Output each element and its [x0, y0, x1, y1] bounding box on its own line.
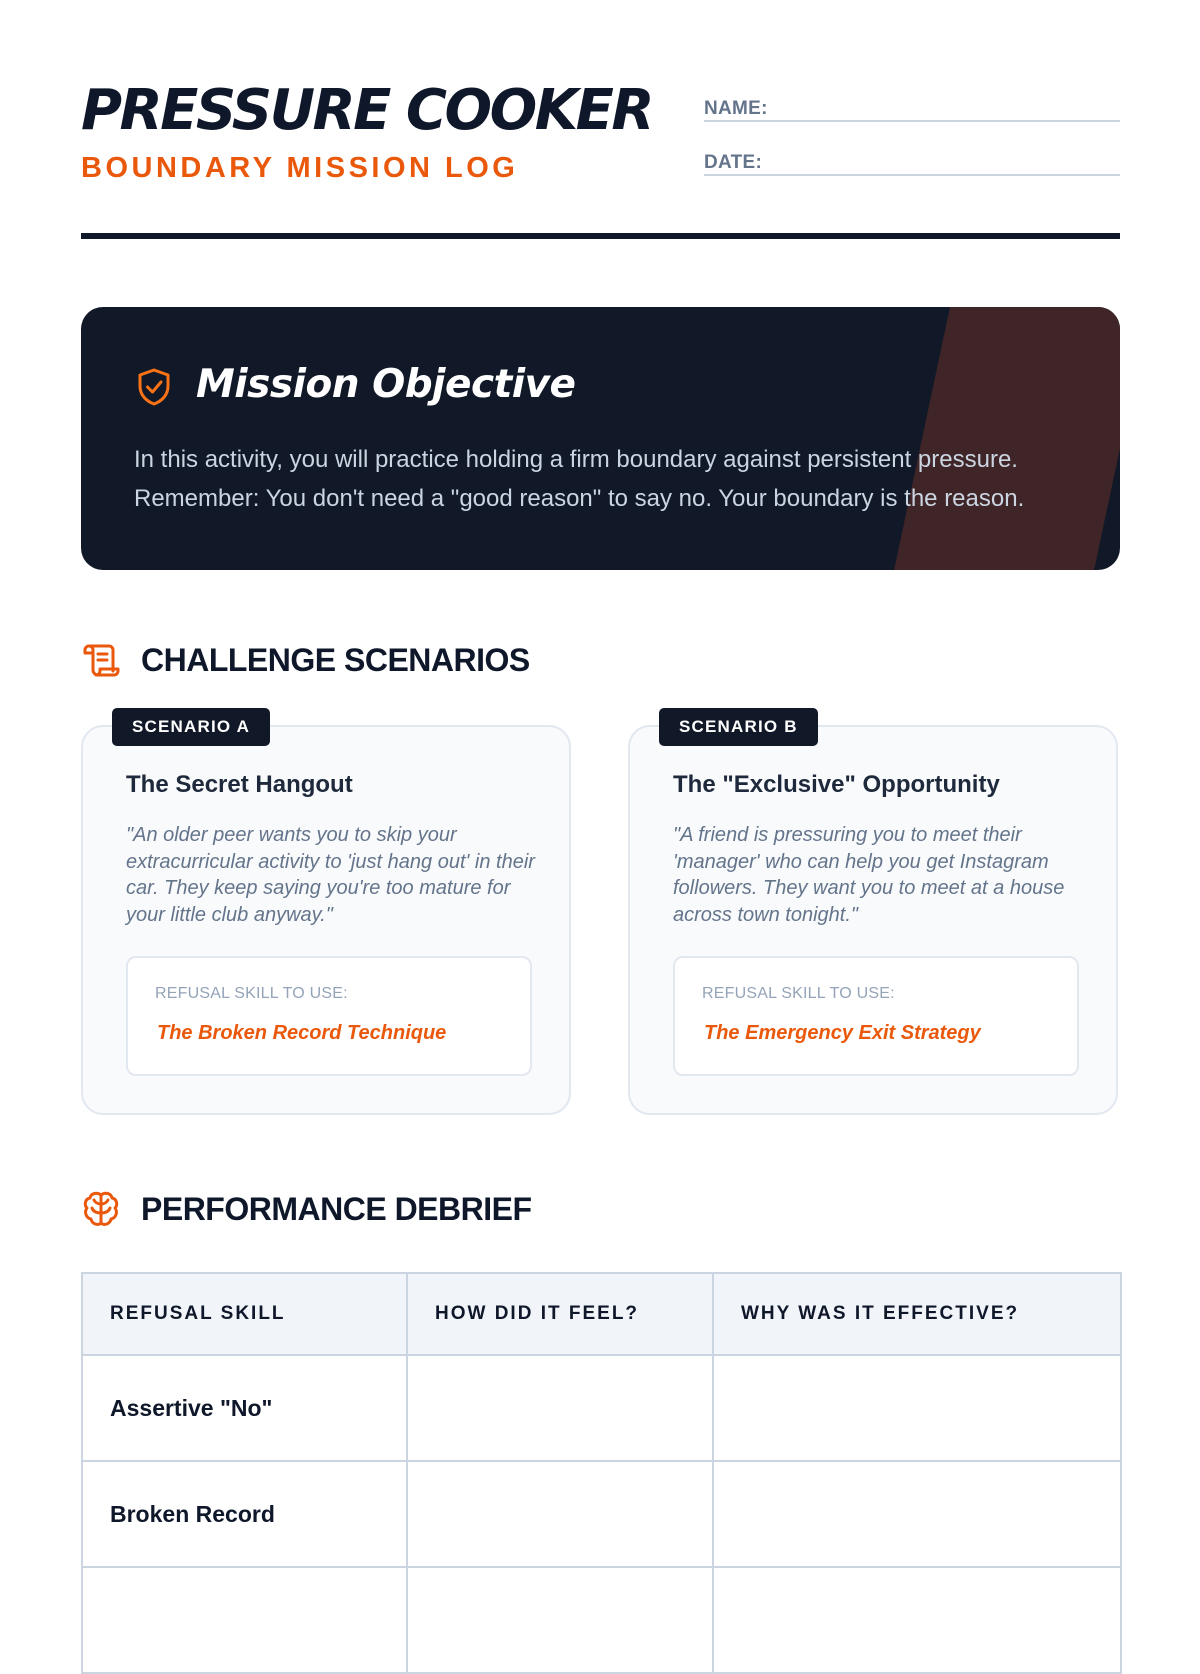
refusal-skill-box: [126, 956, 532, 1076]
table-row: [82, 1355, 1121, 1461]
scenario-quote: "An older peer wants you to skip your extracurricular activity to 'just hang out' in their car. They keep saying you're too mature for your little club anyway.": [126, 824, 535, 926]
scenario-tag: SCENARIO A: [112, 708, 270, 746]
how-did-it-feel-cell[interactable]: [407, 1461, 713, 1567]
scenario-card-b: [628, 717, 1118, 1115]
mission-objective-panel: [81, 307, 1120, 570]
page-title: PRESSURE COOKER: [81, 78, 653, 143]
worksheet-page: [81, 0, 1120, 1527]
why-effective-cell[interactable]: [713, 1355, 1121, 1461]
refusal-skill-box: [673, 956, 1079, 1076]
debrief-header-row: [82, 1273, 1121, 1355]
name-field-label: NAME:: [704, 98, 768, 119]
column-header: REFUSAL SKILL: [82, 1273, 407, 1355]
shield-check-icon: [136, 367, 172, 407]
mission-description: In this activity, you will practice holding a firm boundary against persistent pressure. Remember: You don't need a "good reason" to say no. Your boundary is the reason.: [134, 446, 1025, 512]
scenario-tag: SCENARIO B: [659, 708, 818, 746]
scroll-icon: [81, 640, 121, 680]
mission-accent-stripe: [894, 307, 1120, 570]
name-field[interactable]: [704, 90, 1120, 122]
refusal-skill-cell: Broken Record: [82, 1461, 407, 1567]
refusal-skill-cell[interactable]: [82, 1567, 407, 1673]
column-header: WHY WAS IT EFFECTIVE?: [713, 1273, 1121, 1355]
column-header: HOW DID IT FEEL?: [407, 1273, 713, 1355]
scenario-title: The Secret Hangout: [126, 771, 353, 798]
refusal-skill-label: REFUSAL SKILL TO USE:: [702, 985, 895, 1002]
challenge-scenarios-title: CHALLENGE SCENARIOS: [141, 642, 530, 678]
worksheet-header: [81, 0, 1120, 245]
how-did-it-feel-cell[interactable]: [407, 1567, 713, 1673]
why-effective-cell[interactable]: [713, 1461, 1121, 1567]
refusal-skill-value: The Broken Record Technique: [157, 1022, 447, 1044]
refusal-skill-cell: Assertive "No": [82, 1355, 407, 1461]
date-field-label: DATE:: [704, 152, 763, 173]
page-subtitle: BOUNDARY MISSION LOG: [81, 152, 519, 184]
scenario-card-a: [81, 717, 571, 1115]
mission-title: Mission Objective: [196, 362, 576, 407]
table-row: [82, 1567, 1121, 1673]
why-effective-cell[interactable]: [713, 1567, 1121, 1673]
scenario-quote: "A friend is pressuring you to meet their 'manager' who can help you get Instagram followers. They want you to meet at a house across town tonight.": [673, 824, 1065, 926]
date-field[interactable]: [704, 144, 1120, 176]
performance-debrief-title: PERFORMANCE DEBRIEF: [141, 1191, 532, 1227]
brain-icon: [81, 1189, 121, 1229]
table-row: [82, 1461, 1121, 1567]
refusal-skill-value: The Emergency Exit Strategy: [704, 1022, 981, 1044]
refusal-skill-label: REFUSAL SKILL TO USE:: [155, 985, 348, 1002]
how-did-it-feel-cell[interactable]: [407, 1355, 713, 1461]
header-divider: [81, 233, 1120, 239]
debrief-table: [81, 1272, 1122, 1674]
scenario-title: The "Exclusive" Opportunity: [673, 771, 1000, 798]
